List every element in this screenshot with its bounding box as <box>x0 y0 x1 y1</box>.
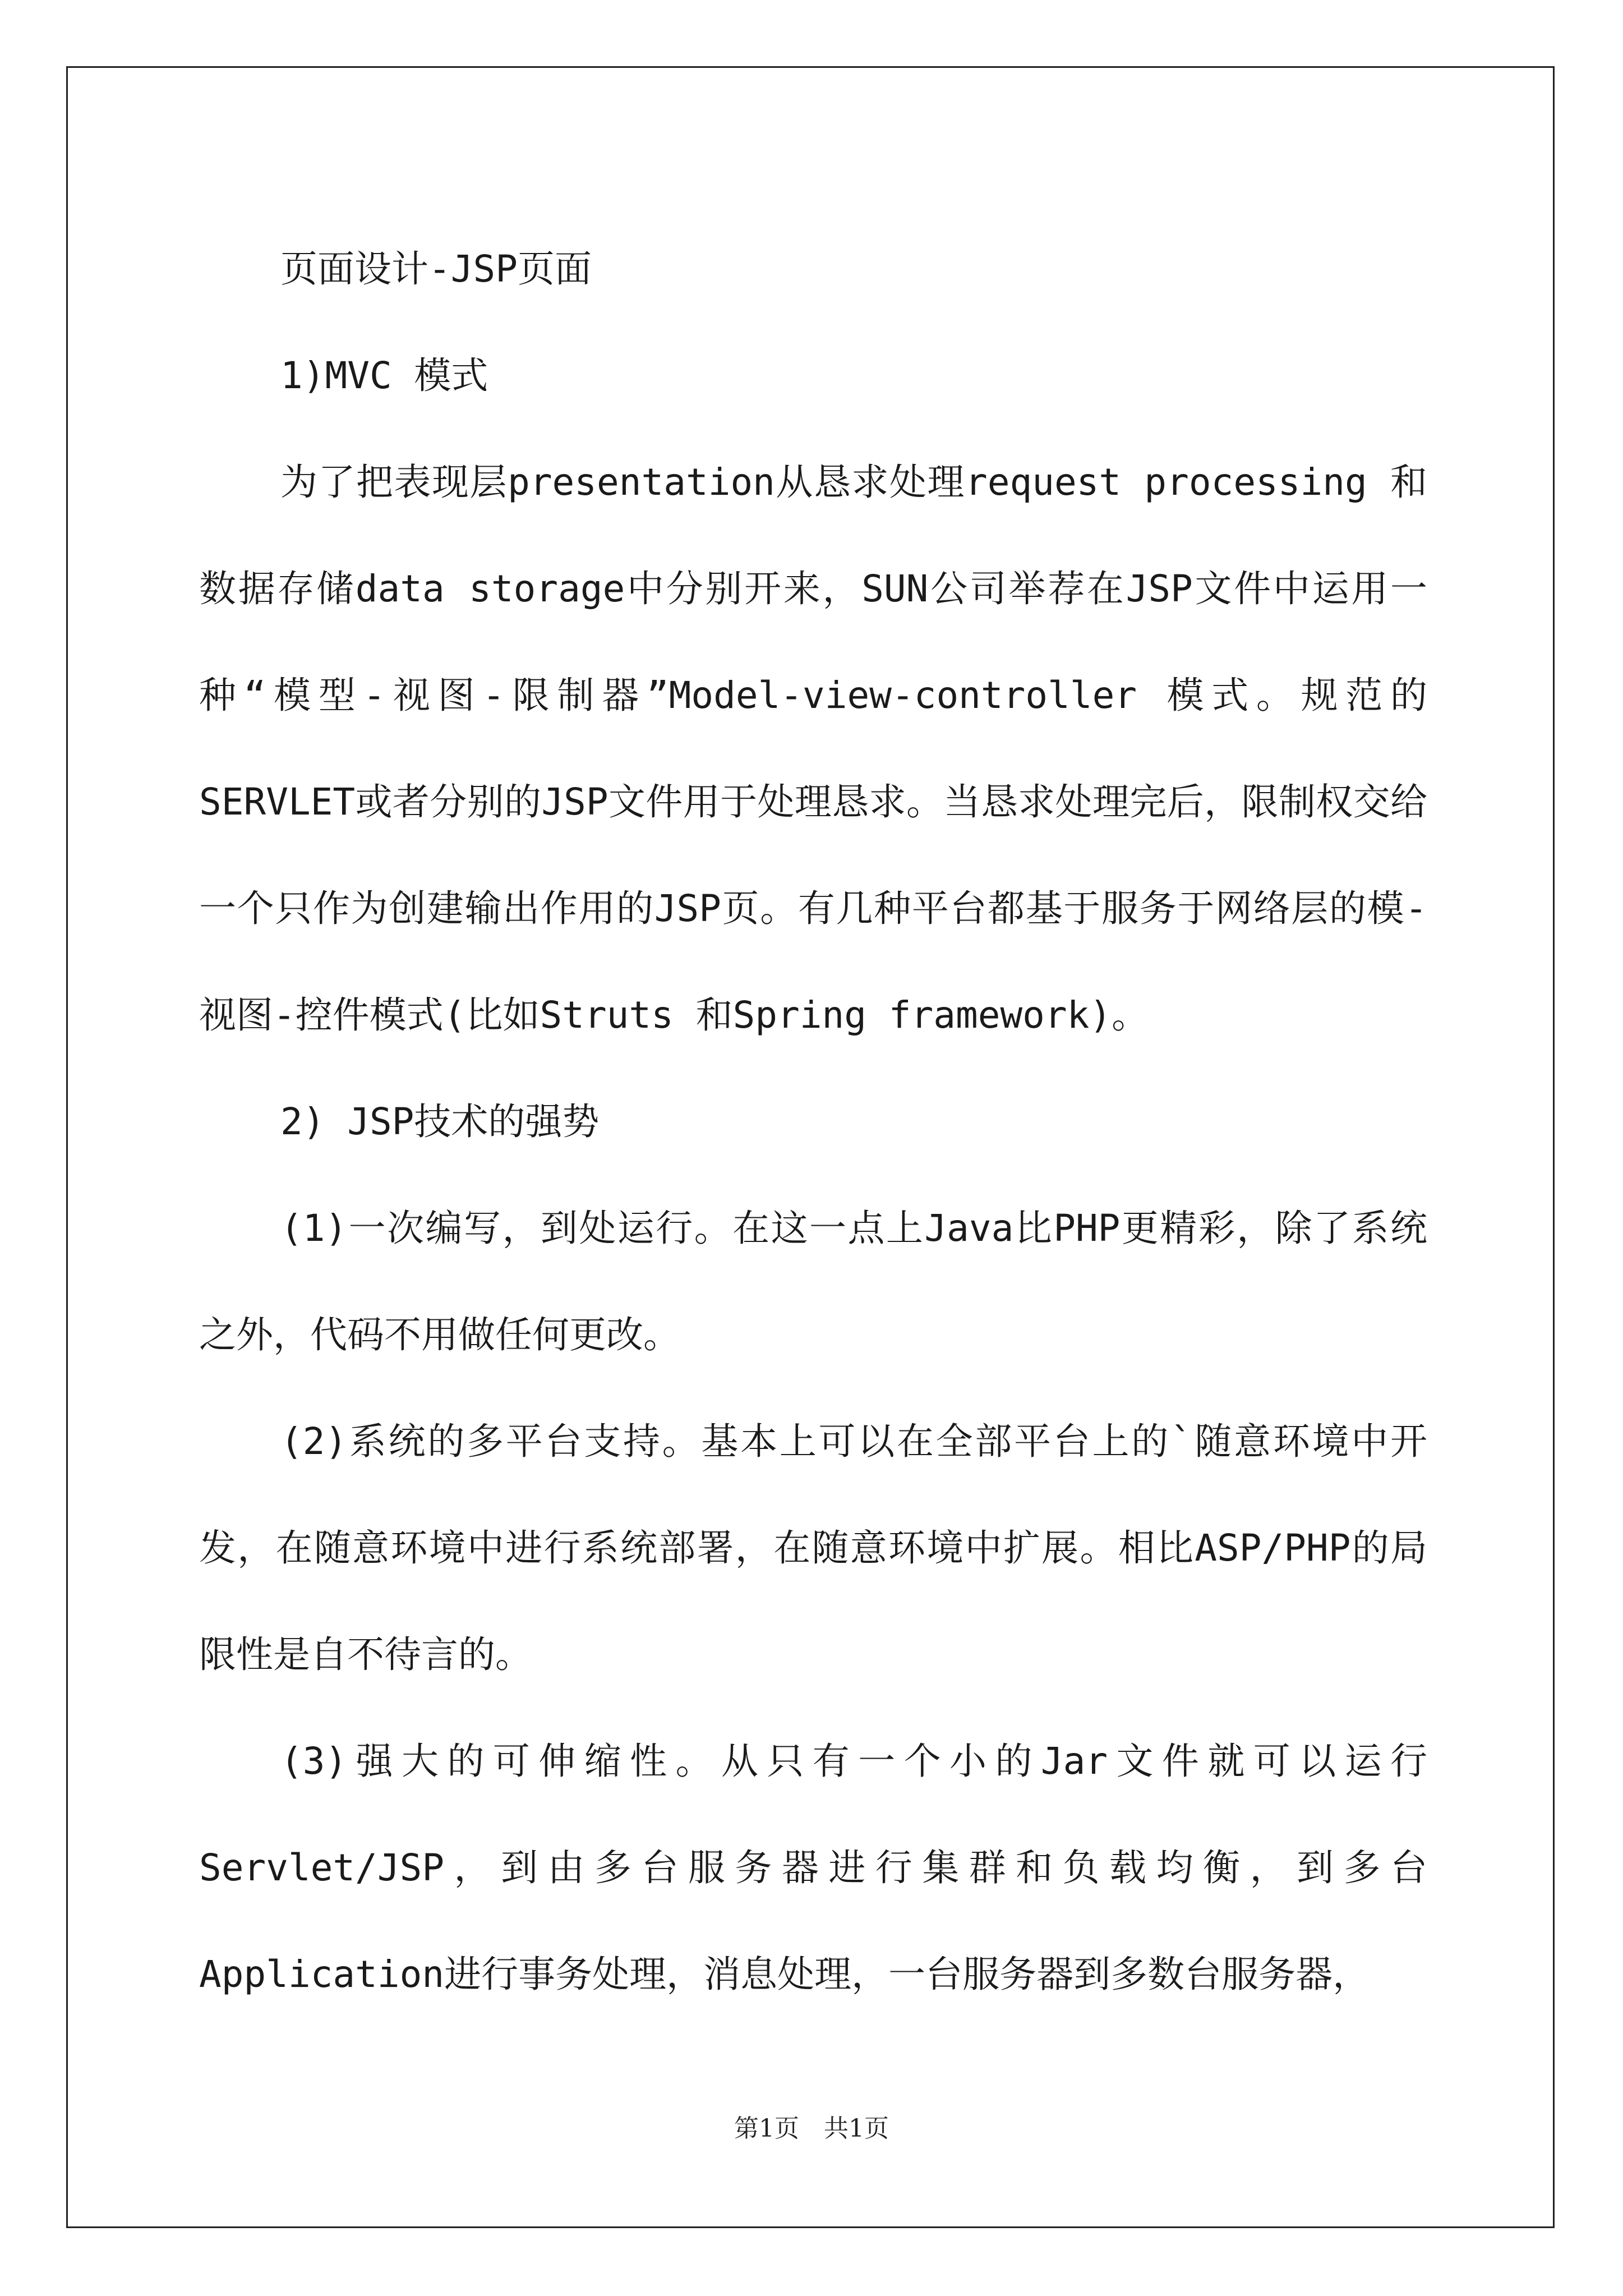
paragraph-point-1: (1)一次编写，到处运行。在这一点上Java比PHP更精彩，除了系统之外，代码不用做任何更改。 <box>199 1207 1427 1356</box>
section-heading-mvc: 1)MVC 模式 <box>280 354 488 397</box>
paragraph-point-2: (2)系统的多平台支持。基本上可以在全部平台上的`随意环境中开发，在随意环境中进行系统部署，在随意环境中扩展。相比ASP/PHP的局限性是自不待言的。 <box>199 1420 1427 1676</box>
page-number-footer: 第1页 共1页 <box>734 2114 889 2143</box>
document-title: 页面设计-JSP页面 <box>280 247 592 291</box>
paragraph-point-3: (3)强大的可伸缩性。从只有一个小的Jar文件就可以运行Servlet/JSP，到由多台服务器进行集群和负载均衡，到多台Application进行事务处理，消息处理，一台服务器到多数台服务器， <box>199 1740 1427 1996</box>
paragraph-mvc: 为了把表现层presentation从恳求处理request processing 和数据存储data storage中分别开来，SUN公司举荐在JSP文件中运用一种“模型-视图-限制器”Model-view-controller 模式。规范的SERVLET或者分别的JSP文件用于处理恳求。当恳求处理完后，限制权交给一个只作为创建输出作用的JSP页。有几种平台都基于服务于网络层的模-视图-控件模式(比如Struts 和Spring framework)。 <box>199 461 1427 1037</box>
section-heading-jsp-advantages: 2) JSP技术的强势 <box>280 1100 600 1143</box>
document-body <box>199 216 1427 2028</box>
